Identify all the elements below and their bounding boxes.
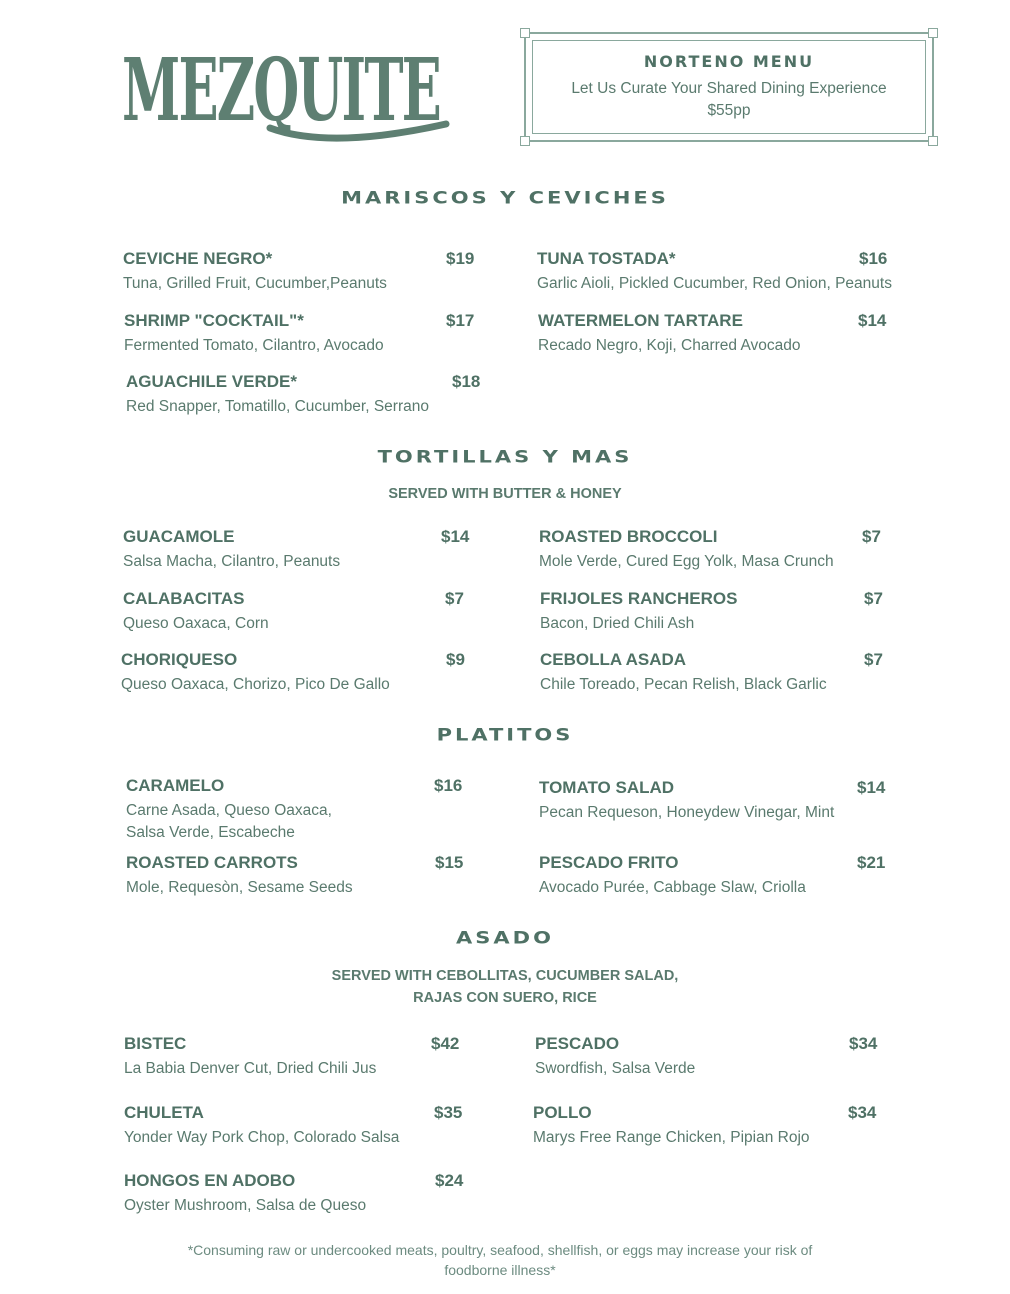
- item-price: $19: [446, 249, 475, 268]
- item-price: $14: [858, 311, 887, 330]
- section-note-tortillas: SERVED WITH BUTTER & HONEY: [388, 486, 622, 502]
- item-description: Fermented Tomato, Cilantro, Avocado: [124, 337, 384, 354]
- section-title-tortillas: TORTILLAS Y MAS: [377, 447, 633, 467]
- item-price: $14: [441, 527, 470, 546]
- restaurant-logo: [120, 28, 450, 146]
- item-description: Tuna, Grilled Fruit, Cucumber,Peanuts: [123, 275, 387, 292]
- item-description: Red Snapper, Tomatillo, Cucumber, Serrano: [126, 398, 429, 415]
- item-description: Marys Free Range Chicken, Pipian Rojo: [533, 1129, 810, 1146]
- section-title-platitos: PLATITOS: [436, 725, 574, 745]
- item-price: $16: [434, 776, 463, 795]
- menu-title: NORTENO MENU: [643, 52, 815, 71]
- item-price: $17: [446, 311, 475, 330]
- section-note-line: SERVED WITH CEBOLLITAS, CUCUMBER SALAD,: [331, 968, 679, 984]
- item-description: Queso Oaxaca, Chorizo, Pico De Gallo: [121, 676, 390, 693]
- item-description: Mole Verde, Cured Egg Yolk, Masa Crunch: [539, 553, 834, 570]
- item-description: Pecan Requeson, Honeydew Vinegar, Mint: [539, 804, 835, 821]
- item-name: ROASTED CARROTS: [126, 853, 298, 872]
- item-price: $7: [864, 650, 883, 669]
- item-price: $7: [864, 589, 883, 608]
- item-description: Bacon, Dried Chili Ash: [540, 615, 695, 632]
- item-description: Chile Toreado, Pecan Relish, Black Garlic: [540, 676, 827, 693]
- item-price: $18: [452, 372, 481, 391]
- item-price: $15: [435, 853, 464, 872]
- item-description: Salsa Macha, Cilantro, Peanuts: [123, 553, 341, 570]
- disclaimer-line: *Consuming raw or undercooked meats, poultry, seafood, shellfish, or eggs may increase your risk of: [187, 1242, 813, 1258]
- item-name: ROASTED BROCCOLI: [539, 527, 718, 546]
- item-name: TOMATO SALAD: [539, 778, 675, 797]
- item-description: Carne Asada, Queso Oaxaca, Salsa Verde, Escabeche: [126, 802, 332, 841]
- item-description: Garlic Aioli, Pickled Cucumber, Red Onion, Peanuts: [537, 275, 892, 292]
- item-name: CHULETA: [124, 1103, 204, 1122]
- item-name: PESCADO: [535, 1034, 620, 1053]
- item-price: $7: [445, 589, 464, 608]
- item-price: $42: [431, 1034, 460, 1053]
- section-title-asado: ASADO: [456, 928, 554, 948]
- menu-subtitle: [526, 78, 932, 122]
- item-name: GUACAMOLE: [123, 527, 235, 546]
- health-disclaimer: [0, 1240, 1000, 1280]
- item-name: FRIJOLES RANCHEROS: [540, 589, 738, 608]
- item-name: WATERMELON TARTARE: [538, 311, 743, 330]
- item-name: CALABACITAS: [123, 589, 245, 608]
- item-name: CEBOLLA ASADA: [540, 650, 687, 669]
- item-name: CARAMELO: [126, 776, 225, 795]
- item-price: $34: [848, 1103, 877, 1122]
- item-price: $14: [857, 778, 886, 797]
- item-name: SHRIMP "COCKTAIL"*: [124, 311, 304, 330]
- item-price: $24: [435, 1171, 464, 1190]
- item-name: BISTEC: [124, 1034, 187, 1053]
- item-description: Swordfish, Salsa Verde: [535, 1060, 696, 1077]
- item-name: PESCADO FRITO: [539, 853, 679, 872]
- item-price: $35: [434, 1103, 463, 1122]
- item-name: HONGOS EN ADOBO: [124, 1171, 296, 1190]
- item-name: CHORIQUESO: [121, 650, 238, 669]
- section-note-asado: [0, 965, 1010, 1009]
- item-description: Recado Negro, Koji, Charred Avocado: [538, 337, 801, 354]
- item-name: CEVICHE NEGRO*: [123, 249, 273, 268]
- item-description: La Babia Denver Cut, Dried Chili Jus: [124, 1060, 377, 1077]
- item-description: Avocado Purée, Cabbage Slaw, Criolla: [539, 879, 806, 896]
- menu-header-box: [524, 32, 934, 142]
- item-price: $34: [849, 1034, 878, 1053]
- section-note-line: RAJAS CON SUERO, RICE: [413, 990, 597, 1006]
- item-name: POLLO: [533, 1103, 592, 1122]
- section-title-mariscos: MARISCOS Y CEVICHES: [341, 188, 669, 208]
- logo-wordmark: MEZQUITE: [122, 40, 440, 141]
- item-description: Mole, Requesòn, Sesame Seeds: [126, 879, 353, 896]
- item-description: Queso Oaxaca, Corn: [123, 615, 269, 632]
- item-price: $7: [862, 527, 881, 546]
- item-price: $16: [859, 249, 888, 268]
- menu-price: $55pp: [707, 102, 751, 119]
- menu-subtitle-text: Let Us Curate Your Shared Dining Experience: [571, 80, 887, 97]
- item-price: $9: [446, 650, 465, 669]
- item-price: $21: [857, 853, 886, 872]
- disclaimer-line: foodborne illness*: [444, 1262, 556, 1278]
- item-name: TUNA TOSTADA*: [537, 249, 676, 268]
- item-description: Oyster Mushroom, Salsa de Queso: [124, 1197, 367, 1214]
- item-description: Yonder Way Pork Chop, Colorado Salsa: [124, 1129, 400, 1146]
- item-name: AGUACHILE VERDE*: [126, 372, 297, 391]
